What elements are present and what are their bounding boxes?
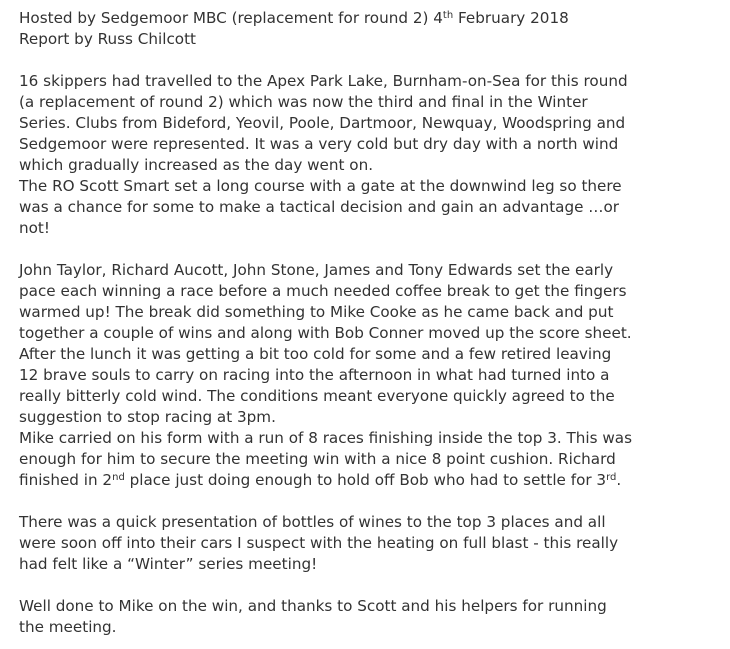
paragraph-spacer <box>19 491 718 512</box>
text-line: the meeting. <box>19 618 117 636</box>
text-line: (a replacement of round 2) which was now the third and final in the Winter <box>19 93 588 111</box>
event-title-end: February 2018 <box>453 9 569 27</box>
paragraph-intro <box>19 71 718 239</box>
paragraph-spacer <box>19 575 718 596</box>
text-line: was a chance for some to make a tactical decision and gain an advantage …or <box>19 198 620 216</box>
event-title <box>19 8 718 29</box>
results-text-start: finished in 2 <box>19 471 113 489</box>
text-line: Sedgemoor were represented. It was a very cold but dry day with a north wind <box>19 135 619 153</box>
results-text-end: . <box>616 471 622 489</box>
report-author: Report by Russ Chilcott <box>19 30 196 48</box>
text-line: pace each winning a race before a much needed coffee break to get the fingers <box>19 282 627 300</box>
text-line: which gradually increased as the day went on. <box>19 156 374 174</box>
paragraph-spacer <box>19 239 718 260</box>
ordinal-suffix-third: rd <box>606 472 617 483</box>
report-header <box>19 8 718 50</box>
text-line: Series. Clubs from Bideford, Yeovil, Poole, Dartmoor, Newquay, Woodspring and <box>19 114 626 132</box>
paragraph-presentation <box>19 512 718 575</box>
text-line: warmed up! The break did something to Mike Cooke as he came back and put <box>19 303 614 321</box>
text-line: really bitterly cold wind. The conditions meant everyone quickly agreed to the <box>19 387 615 405</box>
text-line: Mike carried on his form with a run of 8 races finishing inside the top 3. This was <box>19 429 633 447</box>
text-line: 12 brave souls to carry on racing into the afternoon in what had turned into a <box>19 366 610 384</box>
text-line: 16 skippers had travelled to the Apex Park Lake, Burnham-on-Sea for this round <box>19 72 628 90</box>
text-line: not! <box>19 219 50 237</box>
text-line: enough for him to secure the meeting win with a nice 8 point cushion. Richard <box>19 450 616 468</box>
paragraph-racing <box>19 260 718 491</box>
text-line: were soon off into their cars I suspect with the heating on full blast - this really <box>19 534 619 552</box>
event-title-start: Hosted by Sedgemoor MBC (replacement for round 2) 4 <box>19 9 443 27</box>
text-line: There was a quick presentation of bottles of wines to the top 3 places and all <box>19 513 606 531</box>
paragraph-closing <box>19 596 718 638</box>
text-line-results <box>19 470 718 491</box>
paragraph-spacer <box>19 50 718 71</box>
text-line: John Taylor, Richard Aucott, John Stone, James and Tony Edwards set the early <box>19 261 614 279</box>
text-line: The RO Scott Smart set a long course with a gate at the downwind leg so there <box>19 177 622 195</box>
text-line: suggestion to stop racing at 3pm. <box>19 408 276 426</box>
date-ordinal-suffix: th <box>442 10 454 21</box>
text-line: had felt like a “Winter” series meeting! <box>19 555 318 573</box>
text-line: Well done to Mike on the win, and thanks to Scott and his helpers for running <box>19 597 607 615</box>
ordinal-suffix-second: nd <box>112 472 125 483</box>
text-line: together a couple of wins and along with Bob Conner moved up the score sheet. <box>19 324 632 342</box>
results-text-middle: place just doing enough to hold off Bob who had to settle for 3 <box>124 471 607 489</box>
text-line: After the lunch it was getting a bit too cold for some and a few retired leaving <box>19 345 612 363</box>
